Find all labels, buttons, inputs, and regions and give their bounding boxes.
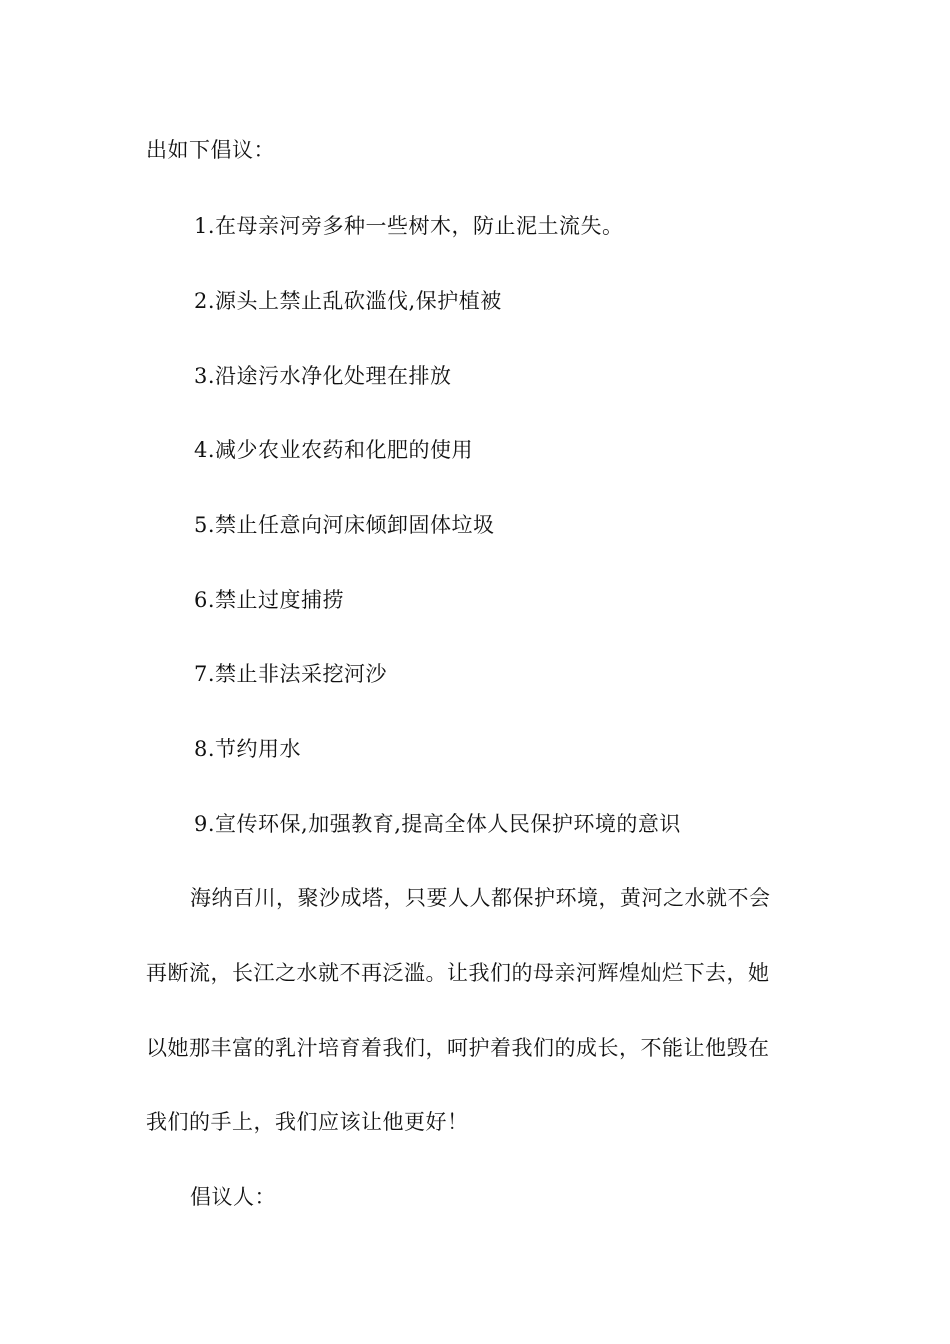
closing-paragraph-line-1: 海纳百川，聚沙成塔，只要人人都保护环境，黄河之水就不会	[190, 886, 771, 910]
signer-label: 倡议人：	[190, 1185, 276, 1209]
intro-text: 出如下倡议：	[146, 138, 275, 162]
proposal-item-5: 5.禁止任意向河床倾卸固体垃圾	[194, 513, 495, 537]
closing-paragraph-line-2: 再断流，长江之水就不再泛滥。让我们的母亲河辉煌灿烂下去，她	[146, 961, 770, 985]
proposal-item-9: 9.宣传环保,加强教育,提高全体人民保护环境的意识	[194, 812, 681, 836]
proposal-item-1: 1.在母亲河旁多种一些树木，防止泥土流失。	[194, 214, 624, 238]
proposal-item-2: 2.源头上禁止乱砍滥伐,保护植被	[194, 289, 502, 313]
proposal-item-8: 8.节约用水	[194, 737, 302, 761]
proposal-item-7: 7.禁止非法采挖河沙	[194, 662, 388, 686]
proposal-item-6: 6.禁止过度捕捞	[194, 588, 345, 612]
proposal-item-4: 4.减少农业农药和化肥的使用	[194, 438, 474, 462]
proposal-item-3: 3.沿途污水净化处理在排放	[194, 364, 452, 388]
closing-paragraph-line-4: 我们的手上，我们应该让他更好！	[146, 1110, 469, 1134]
closing-paragraph-line-3: 以她那丰富的乳汁培育着我们，呵护着我们的成长，不能让他毁在	[146, 1036, 770, 1060]
